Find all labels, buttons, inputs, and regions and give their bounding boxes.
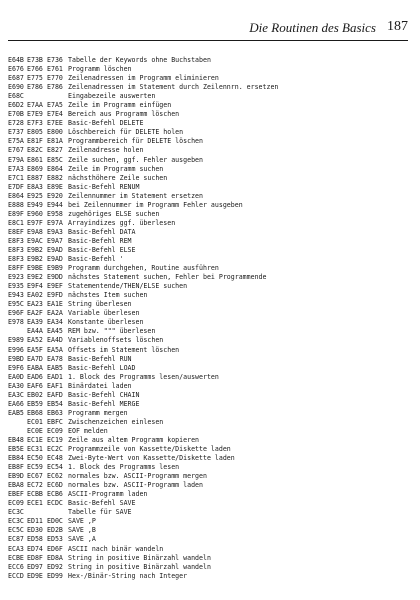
address-cpc464: E728: [8, 119, 24, 128]
listing-row: [8, 454, 408, 463]
address-cpc6128: E882: [47, 173, 63, 182]
address-cpc6128: E736: [47, 56, 63, 64]
address-cpc6128: ED53: [47, 535, 63, 544]
address-cpc464: E996: [8, 345, 24, 354]
address-cpc664: EA7D: [27, 354, 43, 363]
routine-description: SAVE ,A: [68, 535, 96, 544]
routine-description: SAVE ,B: [68, 526, 96, 535]
listing-row: [8, 156, 408, 165]
routine-listing: [8, 56, 408, 581]
address-cpc664: E82C: [27, 146, 43, 155]
listing-row: [8, 228, 408, 237]
routine-description: Hex-/Binär-String nach Integer: [68, 571, 188, 580]
routine-description: Tabelle für SAVE: [68, 508, 132, 517]
address-cpc464: EC3C: [8, 517, 24, 526]
listing-row: [8, 165, 408, 174]
address-cpc6128: EAFD: [47, 390, 63, 399]
address-cpc664: EC50: [27, 454, 43, 463]
listing-row: [8, 110, 408, 119]
address-cpc6128: EAF1: [47, 381, 63, 390]
address-cpc6128: EA4D: [47, 336, 63, 345]
address-cpc6128: E7EE: [47, 119, 63, 128]
address-cpc464: ECBE: [8, 553, 24, 562]
routine-description: String in positive Binärzahl wandeln: [68, 553, 211, 562]
listing-row: [8, 436, 408, 445]
address-cpc464: E690: [8, 83, 24, 92]
address-cpc6128: EA78: [47, 354, 63, 363]
routine-description: Offsets im Statement löschen: [68, 345, 180, 354]
address-cpc464: E70B: [8, 110, 24, 119]
address-cpc664: ED30: [27, 526, 43, 535]
address-cpc464: EBEF: [8, 490, 24, 499]
routine-description: Basic-Befehl ELSE: [68, 245, 136, 254]
address-cpc664: [27, 92, 47, 101]
routine-description: normales bzw. ASCII-Programm laden: [68, 481, 203, 490]
address-cpc6128: EC19: [47, 435, 63, 444]
listing-row: [8, 364, 408, 373]
address-cpc664: EA4A: [27, 327, 43, 336]
address-cpc664: E9F4: [27, 282, 43, 291]
routine-description: SAVE ,P: [68, 517, 96, 526]
address-cpc664: E925: [27, 191, 43, 200]
routine-description: normales bzw. ASCII-Programm mergen: [68, 472, 207, 481]
running-title: Die Routinen des Basics: [249, 20, 376, 35]
routine-description: Zeile aus altem Programm kopieren: [68, 435, 200, 444]
address-cpc464: E687: [8, 74, 24, 83]
address-cpc464: E89F: [8, 209, 24, 218]
routine-description: Zeile suchen, ggf. Fehler ausgeben: [68, 155, 203, 164]
listing-row: [8, 291, 408, 300]
address-cpc6128: ED92: [47, 562, 63, 571]
address-cpc664: ED11: [27, 517, 43, 526]
address-cpc6128: E770: [47, 74, 63, 83]
address-cpc6128: [47, 92, 68, 101]
address-cpc464: E68C: [8, 92, 24, 101]
address-cpc464: E737: [8, 128, 24, 137]
routine-description: Bereich aus Programm löschen: [68, 110, 180, 119]
address-cpc664: E766: [27, 65, 43, 74]
listing-row: [8, 146, 408, 155]
address-cpc464: EC5C: [8, 526, 24, 535]
listing-row: [8, 264, 408, 273]
address-cpc664: E775: [27, 74, 43, 83]
address-cpc664: ED8F: [27, 553, 43, 562]
address-cpc6128: E800: [47, 128, 63, 137]
listing-row: [8, 237, 408, 246]
routine-description: Zeile im Programm suchen: [68, 164, 164, 173]
listing-row: [8, 273, 408, 282]
routine-description: Basic-Befehl RUN: [68, 354, 132, 363]
address-cpc464: EC87: [8, 535, 24, 544]
address-cpc6128: EB54: [47, 399, 63, 408]
address-cpc664: E7E9: [27, 110, 43, 119]
listing-row: [8, 517, 408, 526]
address-cpc6128: E89E: [47, 182, 63, 191]
listing-row: [8, 83, 408, 92]
listing-row: [8, 373, 408, 382]
listing-row: [8, 128, 408, 137]
address-cpc464: E8FF: [8, 264, 24, 273]
address-cpc6128: E7E4: [47, 110, 63, 119]
listing-row: [8, 427, 408, 436]
routine-description: 1. Block des Programms lesen/auswerten: [68, 372, 219, 381]
listing-row: [8, 137, 408, 146]
routine-description: REM bzw. """ überlesen: [68, 327, 156, 336]
routine-description: nächstes Statement suchen, Fehler bei Programmende: [68, 273, 267, 282]
listing-row: [8, 535, 408, 544]
listing-row: [8, 563, 408, 572]
address-cpc664: EC67: [27, 472, 43, 481]
address-cpc464: [8, 327, 27, 336]
listing-row: [8, 327, 408, 336]
address-cpc6128: EA1E: [47, 300, 63, 309]
address-cpc464: E96F: [8, 309, 24, 318]
address-cpc664: EC59: [27, 463, 43, 472]
listing-row: [8, 554, 408, 563]
address-cpc6128: ED6F: [47, 544, 63, 553]
address-cpc664: EC01: [27, 417, 43, 426]
listing-row: [8, 526, 408, 535]
routine-description: Zwei-Byte-Wert von Kassette/Diskette laden: [68, 454, 235, 463]
address-cpc664: EABA: [27, 363, 43, 372]
address-cpc664: E8A3: [27, 182, 43, 191]
page-number: 187: [387, 19, 408, 34]
address-cpc464: E989: [8, 336, 24, 345]
address-cpc464: ECA3: [8, 544, 24, 553]
address-cpc664: ED9E: [27, 571, 43, 580]
address-cpc6128: E9AD: [47, 245, 63, 254]
address-cpc664: EC72: [27, 481, 43, 490]
routine-description: ASCII-Programm laden: [68, 490, 148, 499]
listing-row: [8, 355, 408, 364]
listing-row: [8, 210, 408, 219]
routine-description: String überlesen: [68, 300, 132, 309]
address-cpc6128: E958: [47, 209, 63, 218]
address-cpc664: EA2F: [27, 309, 43, 318]
listing-row: [8, 499, 408, 508]
address-cpc664: [27, 508, 47, 517]
address-cpc6128: E786: [47, 83, 63, 92]
address-cpc664: E805: [27, 128, 43, 137]
listing-row: [8, 508, 408, 517]
address-cpc464: E8F3: [8, 245, 24, 254]
address-cpc664: EA02: [27, 291, 43, 300]
address-cpc6128: EA45: [47, 327, 63, 336]
address-cpc6128: E9EF: [47, 282, 63, 291]
address-cpc664: ECE1: [27, 499, 43, 508]
address-cpc664: ED74: [27, 544, 43, 553]
address-cpc664: E887: [27, 173, 43, 182]
address-cpc464: E79A: [8, 155, 24, 164]
address-cpc6128: EAB5: [47, 363, 63, 372]
address-cpc464: E923: [8, 273, 24, 282]
address-cpc464: E7DF: [8, 182, 24, 191]
listing-row: [8, 192, 408, 201]
routine-description: Tabelle der Keywords ohne Buchstaben: [68, 56, 211, 64]
address-cpc464: E64B: [8, 56, 24, 64]
address-cpc664: E9BE: [27, 264, 43, 273]
address-cpc464: E8C1: [8, 218, 24, 227]
address-cpc6128: E9FD: [47, 291, 63, 300]
address-cpc664: EA5F: [27, 345, 43, 354]
routine-description: Programm durchgehen, Routine ausführen: [68, 264, 219, 273]
address-cpc664: E7AA: [27, 101, 43, 110]
routine-description: Basic-Befehl LOAD: [68, 363, 136, 372]
routine-description: Eingabezeile auswerten: [68, 92, 156, 101]
address-cpc664: E9A8: [27, 227, 43, 236]
routine-description: Arrayindizes ggf. überlesen: [68, 218, 176, 227]
address-cpc464: EB5E: [8, 445, 24, 454]
routine-description: nächsthöhere Zeile suchen: [68, 173, 168, 182]
address-cpc664: E97F: [27, 218, 43, 227]
address-cpc664: EC1E: [27, 435, 43, 444]
address-cpc6128: EBFC: [47, 417, 63, 426]
address-cpc464: E8F3: [8, 236, 24, 245]
listing-row: [8, 445, 408, 454]
address-cpc664: E73B: [27, 56, 43, 64]
routine-description: EOF melden: [68, 426, 108, 435]
routine-description: Variable überlesen: [68, 309, 140, 318]
routine-description: Zeilenadressen im Statement durch Zeilennrn. ersetzen: [68, 83, 279, 92]
address-cpc464: EC09: [8, 499, 24, 508]
listing-row: [8, 490, 408, 499]
address-cpc6128: E9A3: [47, 227, 63, 236]
listing-row: [8, 391, 408, 400]
address-cpc664: E960: [27, 209, 43, 218]
address-cpc464: EA30: [8, 381, 24, 390]
listing-row: [8, 282, 408, 291]
address-cpc464: E676: [8, 65, 24, 74]
address-cpc664: E9B2: [27, 245, 43, 254]
routine-description: Basic-Befehl SAVE: [68, 499, 136, 508]
address-cpc6128: EC48: [47, 454, 63, 463]
address-cpc464: ECCD: [8, 571, 24, 580]
routine-description: Basic-Befehl DELETE: [68, 119, 144, 128]
routine-description: Löschbereich für DELETE holen: [68, 128, 184, 137]
address-cpc6128: E85C: [47, 155, 63, 164]
routine-description: Basic-Befehl RENUM: [68, 182, 140, 191]
address-cpc6128: E944: [47, 200, 63, 209]
address-cpc6128: EC6D: [47, 481, 63, 490]
listing-row: [8, 74, 408, 83]
address-cpc6128: E7A5: [47, 101, 63, 110]
address-cpc664: E9AC: [27, 236, 43, 245]
address-cpc664: EC0E: [27, 426, 43, 435]
routine-description: Binärdatei laden: [68, 381, 132, 390]
address-cpc664: ED58: [27, 535, 43, 544]
listing-row: [8, 336, 408, 345]
address-cpc6128: ED99: [47, 571, 63, 580]
address-cpc6128: E9A7: [47, 236, 63, 245]
listing-row: [8, 481, 408, 490]
address-cpc664: EB68: [27, 408, 43, 417]
routine-description: String in positive Binärzahl wandeln: [68, 562, 211, 571]
address-cpc6128: E81A: [47, 137, 63, 146]
routine-description: Basic-Befehl MERGE: [68, 399, 140, 408]
address-cpc464: EB9D: [8, 472, 24, 481]
listing-row: [8, 183, 408, 192]
address-cpc464: EB48: [8, 435, 24, 444]
address-cpc664: E81F: [27, 137, 43, 146]
routine-description: Zwischenzeichen einlesen: [68, 417, 164, 426]
address-cpc664: E9B2: [27, 255, 43, 264]
address-cpc464: E943: [8, 291, 24, 300]
listing-row: [8, 219, 408, 228]
address-cpc6128: [47, 508, 68, 517]
address-cpc6128: EA5A: [47, 345, 63, 354]
listing-row: [8, 201, 408, 210]
listing-row: [8, 174, 408, 183]
listing-row: [8, 101, 408, 110]
listing-row: [8, 246, 408, 255]
address-cpc6128: E9DD: [47, 273, 63, 282]
routine-description: 1. Block des Programms lesen: [68, 463, 180, 472]
routine-description: Programmzeile von Kassette/Diskette laden: [68, 445, 231, 454]
address-cpc464: ECC6: [8, 562, 24, 571]
address-cpc6128: E827: [47, 146, 63, 155]
address-cpc664: E861: [27, 155, 43, 164]
address-cpc664: EB02: [27, 390, 43, 399]
address-cpc664: EAD6: [27, 372, 43, 381]
listing-row: [8, 92, 408, 101]
listing-row: [8, 56, 408, 65]
address-cpc6128: EAD1: [47, 372, 63, 381]
routine-description: Konstante überlesen: [68, 318, 144, 327]
address-cpc464: [8, 418, 27, 427]
address-cpc6128: EA34: [47, 318, 63, 327]
routine-description: Zeilenadressen im Programm eliminieren: [68, 74, 219, 83]
listing-row: [8, 65, 408, 74]
address-cpc6128: E761: [47, 65, 63, 74]
address-cpc6128: E97A: [47, 218, 63, 227]
address-cpc464: E8F3: [8, 255, 24, 264]
address-cpc464: E888: [8, 200, 24, 209]
address-cpc664: E949: [27, 200, 43, 209]
address-cpc664: E869: [27, 164, 43, 173]
listing-row: [8, 119, 408, 128]
address-cpc464: EA66: [8, 399, 24, 408]
routine-description: zugehöriges ELSE suchen: [68, 209, 160, 218]
listing-row: [8, 409, 408, 418]
page-header: [8, 18, 408, 41]
listing-row: [8, 400, 408, 409]
address-cpc6128: EC54: [47, 463, 63, 472]
routine-description: Programm mergen: [68, 408, 128, 417]
routine-description: bei Zeilennummer im Programm Fehler ausgeben: [68, 200, 243, 209]
address-cpc464: E767: [8, 146, 24, 155]
address-cpc6128: ED0C: [47, 517, 63, 526]
address-cpc6128: E9AD: [47, 255, 63, 264]
address-cpc464: E7C1: [8, 173, 24, 182]
address-cpc464: EA0D: [8, 372, 24, 381]
address-cpc664: EB59: [27, 399, 43, 408]
listing-row: [8, 472, 408, 481]
listing-row: [8, 309, 408, 318]
address-cpc664: EA39: [27, 318, 43, 327]
address-cpc464: EB8F: [8, 463, 24, 472]
listing-row: [8, 572, 408, 581]
address-cpc6128: ECDC: [47, 499, 63, 508]
listing-row: [8, 382, 408, 391]
routine-description: Statementende/THEN/ELSE suchen: [68, 282, 188, 291]
listing-row: [8, 418, 408, 427]
address-cpc6128: EB63: [47, 408, 63, 417]
address-cpc664: ED97: [27, 562, 43, 571]
address-cpc6128: EC09: [47, 426, 63, 435]
address-cpc464: E75A: [8, 137, 24, 146]
listing-row: [8, 545, 408, 554]
routine-description: Basic-Befehl CHAIN: [68, 390, 140, 399]
address-cpc464: E9F6: [8, 363, 24, 372]
address-cpc464: EBA8: [8, 481, 24, 490]
listing-row: [8, 346, 408, 355]
address-cpc464: E935: [8, 282, 24, 291]
address-cpc464: EAB5: [8, 408, 24, 417]
address-cpc464: EA3C: [8, 390, 24, 399]
routine-description: Variablenoffsets löschen: [68, 336, 164, 345]
address-cpc464: E7A3: [8, 164, 24, 173]
routine-description: Programmbereich für DELETE löschen: [68, 137, 203, 146]
address-cpc464: EB84: [8, 454, 24, 463]
address-cpc6128: EC62: [47, 472, 63, 481]
address-cpc664: E786: [27, 83, 43, 92]
address-cpc464: E978: [8, 318, 24, 327]
address-cpc664: ECBB: [27, 490, 43, 499]
address-cpc6128: E9B9: [47, 264, 63, 273]
address-cpc464: E8EF: [8, 227, 24, 236]
address-cpc664: EA23: [27, 300, 43, 309]
listing-row: [8, 318, 408, 327]
address-cpc464: E95C: [8, 300, 24, 309]
routine-description: Basic-Befehl REM: [68, 236, 132, 245]
address-cpc6128: EC2C: [47, 445, 63, 454]
address-cpc464: [8, 427, 27, 436]
address-cpc664: EAF6: [27, 381, 43, 390]
address-cpc664: EA52: [27, 336, 43, 345]
listing-row: [8, 255, 408, 264]
routine-description: Programm löschen: [68, 65, 132, 74]
listing-row: [8, 463, 408, 472]
routine-description: nächstes Item suchen: [68, 291, 148, 300]
address-cpc464: E9BD: [8, 354, 24, 363]
routine-description: Zeile im Programm einfügen: [68, 101, 172, 110]
routine-description: Basic-Befehl DATA: [68, 227, 136, 236]
address-cpc6128: ED2B: [47, 526, 63, 535]
address-cpc6128: ED8A: [47, 553, 63, 562]
listing-row: [8, 300, 408, 309]
address-cpc6128: E864: [47, 164, 63, 173]
routine-description: Zeilennummer im Statement ersetzen: [68, 191, 203, 200]
routine-description: Basic-Befehl ': [68, 255, 124, 264]
routine-description: Zeilenadresse holen: [68, 146, 144, 155]
address-cpc464: EC3C: [8, 508, 24, 517]
address-cpc664: E7F3: [27, 119, 43, 128]
address-cpc664: E9E2: [27, 273, 43, 282]
address-cpc6128: EA2A: [47, 309, 63, 318]
routine-description: ASCII nach binär wandeln: [68, 544, 164, 553]
address-cpc6128: ECB6: [47, 490, 63, 499]
address-cpc464: E6D2: [8, 101, 24, 110]
address-cpc6128: E920: [47, 191, 63, 200]
address-cpc464: E864: [8, 191, 24, 200]
address-cpc664: EC31: [27, 445, 43, 454]
